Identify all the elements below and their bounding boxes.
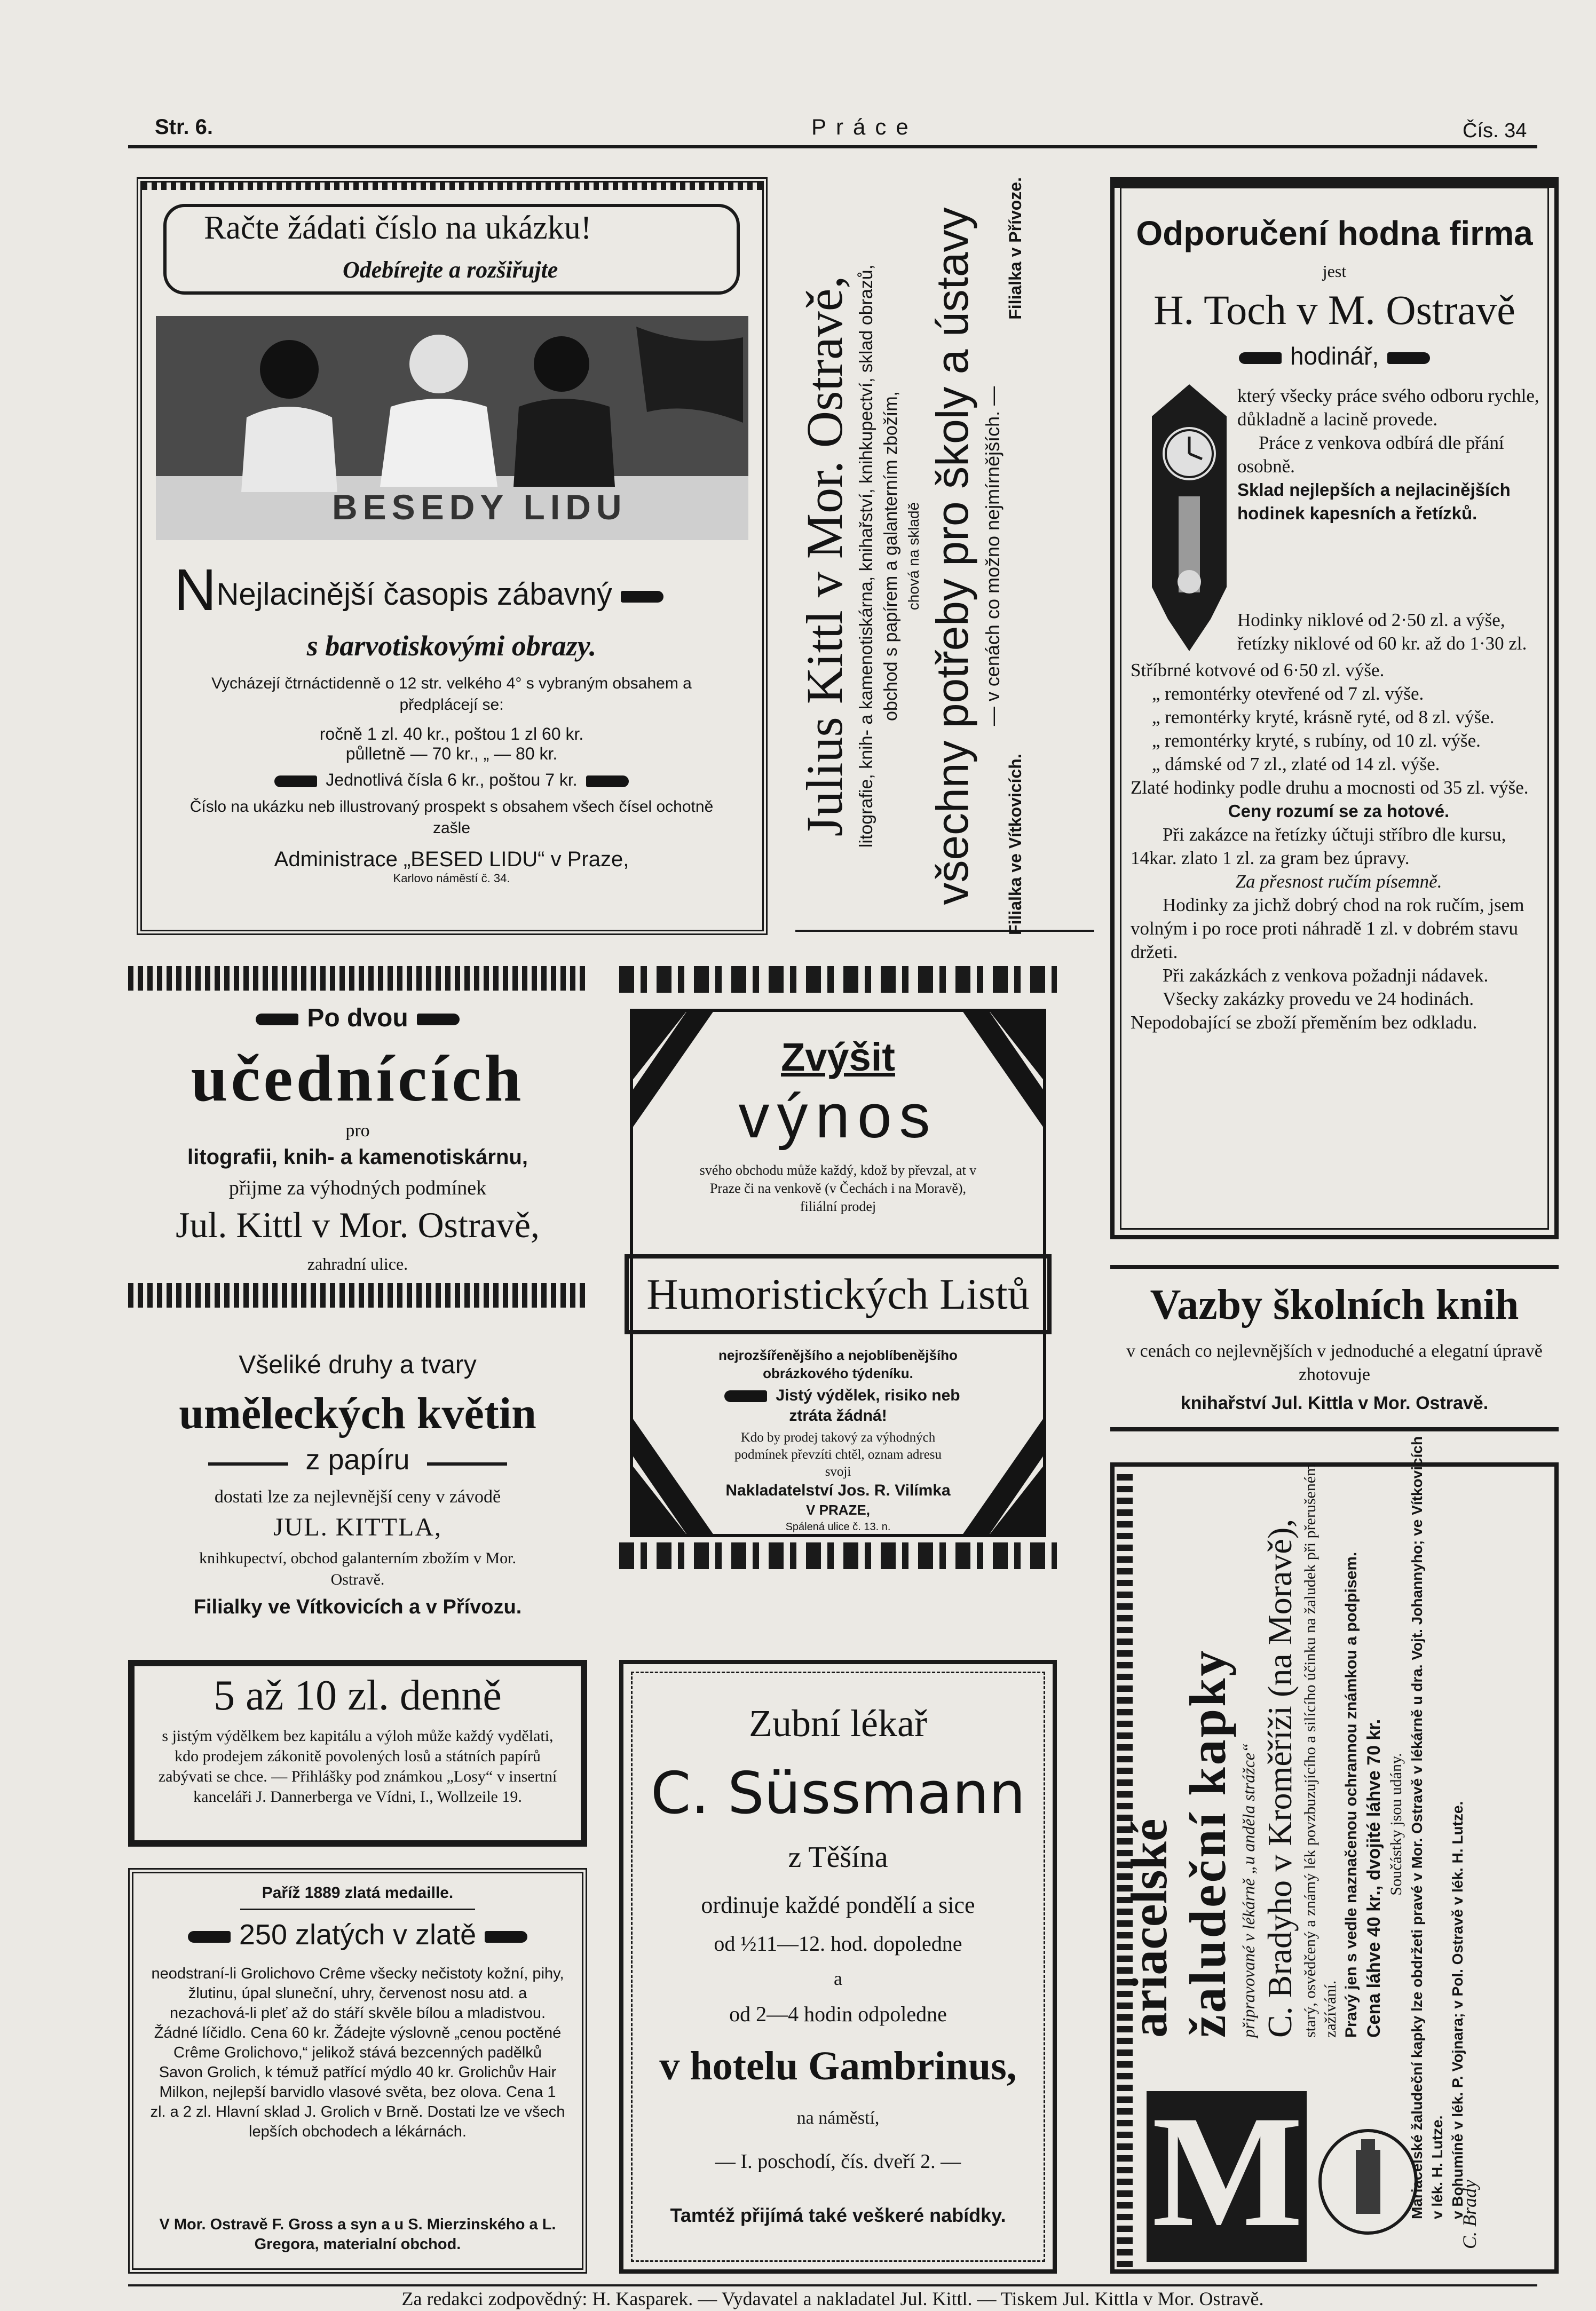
toch-body	[1237, 384, 1547, 525]
mariazell-where: Mariacelské žaludeční kapky lze obdržeti pravé v Mor. Ostravě v lékárně u dra. Vojt. Johannyho; ve Vítkovicích v lék. H. Lutze.	[1409, 1436, 1445, 2219]
ornament-top	[128, 966, 587, 991]
vazby-rule-top	[1110, 1265, 1559, 1269]
daily-text: s jistým výdělkem bez kapitálu a výloh může každý vydělati, kdo prodejem zákonitě povolených losů a státních papírů zabývati se chce. — Přihlášky pod známkou „Losy“ v insertní kanceláři J. Dannerberga ve Vídni, I., Wollzeile 19.	[158, 1727, 557, 1806]
kittl-prices: — v cenách co možno nejmírnějších. —	[982, 386, 1004, 726]
price-yearly: ročně 1 zl. 40 kr., poštou 1 zl 60 kr.	[319, 724, 584, 743]
mariazell-prep: připravované v lékárně „u anděla strážce“	[1239, 1743, 1258, 2038]
ad-daily-income	[128, 1660, 587, 1847]
ad-toch-watchmaker	[1110, 177, 1559, 1239]
administration: Administrace „BESED LIDU“ v Praze,	[274, 848, 629, 871]
humoristicke-title: Humoristických Listů	[646, 1270, 1030, 1318]
mariazell-initial: M	[1152, 2083, 1303, 2260]
greek-border-top	[619, 966, 1057, 993]
toch-top-rule	[1115, 181, 1554, 188]
toch-l1: který všecky práce svého odboru rychle, důkladně a lacině provede.	[1237, 385, 1539, 430]
toch-gold: Zlaté hodinky podle druhu a mocnosti od 35 zl. výše.	[1131, 777, 1529, 798]
pointing-hand-icon	[621, 591, 663, 603]
mariazell-title2: žaludeční kapky	[1179, 1648, 1236, 2038]
mariazell-title1	[1120, 1429, 1179, 2219]
sample-text: Číslo na ukázku neb illustrovaný prospekt s obsahem všech čísel ochotně zašle	[189, 798, 714, 837]
issue-number: Čís. 34	[1463, 120, 1527, 142]
page-number: Str. 6.	[155, 115, 213, 139]
vazby-firm: knihařství Jul. Kittla v Mor. Ostravě.	[1180, 1393, 1489, 1413]
ad-paper-flowers	[128, 1329, 587, 1628]
vazby-text: v cenách co nejlevnějších v jednoduché a elegatní úpravě zhotovuje	[1126, 1341, 1543, 1384]
dentist-l11: Tamtéž přijímá také veškeré nabídky.	[670, 2204, 1006, 2226]
kittl-desc3: chová na skladě	[905, 502, 922, 611]
grolich-text: neodstraní-li Grolichovo Crême všecky nečistoty kožní, pihy, žlutinu, úpal sluneční, uhry, červenost nosu atd. a nezachová-li pleť až do stáří skvěle bílou a mladistvou. Žádné líčidlo. Cena 60 kr. Žádejte výslovně „cenou poctěné Crême Grolichovo,“ jelikož stává bezcenných padělků Savon Grolich, k témuž patřící mýdlo 40 kr. Grolichův Hair Milkon, nejlepší barvidlo vlasové světa, bez olova. Cena 1 zl. a 2 zl. Hlavní sklad J. Grolich v Brně. Dostati lze ve všech lepších obchodech a lékárnách.	[150, 1965, 565, 2140]
ad-apprentices	[128, 966, 587, 1308]
humoristicke-title-box	[625, 1254, 1052, 1334]
kittl-branch1: Filialka ve Vítkovicích.	[1006, 754, 1025, 935]
toch-jest: jest	[1322, 262, 1347, 281]
single-copy	[174, 770, 729, 790]
kittl-desc1: litografie, knih- a kamenotiskárna, knihařství, knihkupectví, sklad obrazů,	[856, 264, 876, 848]
apprentices-top-line	[128, 1003, 587, 1033]
apprentices-accept: přijme za výhodných podmínek	[228, 1177, 487, 1199]
single-copy-text: Jednotlivá čísla 6 kr., poštou 7 kr.	[326, 770, 578, 789]
kittl-branch2: Filialka v Přívoze.	[1006, 177, 1025, 320]
apprentices-pro: pro	[345, 1121, 370, 1141]
flowers-l5: JUL. KITTLA,	[273, 1513, 442, 1541]
dentist-l2: C. Süssmann	[651, 1760, 1025, 1827]
mariazell-desc: starý, osvědčený a známý lék povzbuzujícího a silícího účinku na žaludek při přerušeném zažívání.	[1301, 1463, 1339, 2038]
toch-trade-line	[1125, 342, 1544, 370]
grolich-title: 250 zlatých v zlatě	[239, 1919, 477, 1951]
pointing-hand-icon	[1239, 352, 1282, 364]
grolich-title-line	[133, 1918, 582, 1951]
dentist-l7: od 2—4 hodin odpoledne	[729, 2002, 947, 2026]
toch-guarantee: Za přesnost ručím písemně.	[1235, 871, 1442, 892]
grolich-medal: Paříž 1889 zlatá medaille.	[262, 1884, 454, 1902]
vynos-text: svého obchodu může každý, kdož by převzal, at v Praze či na venkově (v Čechách i na Moravě), filiální prodej	[699, 1162, 977, 1214]
toch-cash: Ceny rozumí se za hotové.	[1228, 801, 1450, 821]
mariazell-signature: C. Brady	[1459, 2180, 1480, 2249]
mariazell-where2: v Bohumíně v lék. P. Vojnara; v Pol. Ostravě v lék. H. Lutze.	[1449, 1801, 1466, 2219]
grolich-sellers: V Mor. Ostravě F. Gross a syn a u S. Mierzinského a L. Gregora, materialní obchod.	[159, 2216, 556, 2253]
address: Karlovo náměstí č. 34.	[393, 872, 510, 885]
besedy-text	[174, 556, 729, 885]
ad-dentist	[619, 1660, 1057, 2274]
apprentices-top: Po dvou	[307, 1004, 408, 1032]
description: Vycházejí čtrnáctidenně o 12 str. velkého 4° s vybraným obsahem a předplácejí se:	[211, 675, 692, 714]
flowers-l6: knihkupectví, obchod galanterním zbožím v Mor. Ostravě.	[199, 1549, 517, 1588]
dentist-l10: — I. poschodí, čís. dveří 2. —	[715, 2150, 961, 2173]
dentist-l9: na náměstí,	[796, 2108, 880, 2128]
dentist-l5: od ½11—12. hod. dopoledne	[714, 1932, 962, 1956]
footer-rule	[128, 2284, 1537, 2286]
dentist-l8: v hotelu Gambrinus,	[659, 2044, 1017, 2088]
pointing-hand-icon	[274, 775, 317, 787]
flowers-l7: Filialky ve Vítkovicích a v Přívozu.	[193, 1596, 522, 1618]
dentist-l4: ordinuje každé pondělí a sice	[701, 1892, 975, 1918]
pointing-hand-icon	[586, 775, 629, 787]
flowers-l2: uměleckých květin	[179, 1389, 536, 1438]
pointing-hand-icon	[1387, 352, 1430, 364]
vynos-raise: Zvýšit	[781, 1035, 895, 1079]
dentist-l6: a	[834, 1968, 842, 1989]
mariazell-maker: C. Bradyho v Kroměříži (na Moravě),	[1261, 1518, 1299, 2038]
mariazell-title1-text: ariacelské	[1120, 1818, 1178, 2038]
toch-item-0: Stříbrné kotvové od 6·50 zl. výše.	[1131, 660, 1385, 680]
apprentices-headline: učednících	[191, 1042, 525, 1115]
toch-name: H. Toch v M. Ostravě	[1153, 287, 1515, 333]
sub-headline: s barvotiskovými obrazy.	[306, 630, 597, 662]
ad-humoristicke-listy	[619, 966, 1057, 1569]
page-header	[128, 112, 1537, 149]
kittl-desc2: obchod s papírem a galanterním zbožím,	[881, 391, 901, 721]
toch-country: Při zakázkách z venkova požadnji nádavek.	[1163, 965, 1489, 986]
dentist-l3: z Těšína	[788, 1841, 888, 1874]
humoristicke-desc: nejrozšířenějšího a nejoblíbenějšího obrázkového týdeníku.	[718, 1347, 958, 1381]
mariazell-rotated	[1120, 1429, 1558, 2219]
pointing-hand-icon	[188, 1931, 231, 1943]
ad-grolich-creme	[128, 1868, 587, 2274]
subscribe-text: Odebírejte a rozšiřujte	[343, 257, 558, 283]
toch-trade: hodinář,	[1290, 342, 1379, 370]
humoristicke-profit-text: Jistý výdělek, risiko neb ztráta žádná!	[776, 1387, 960, 1424]
headline-text: Nejlacinější časopis zábavný	[216, 577, 612, 612]
flowers-l3: z papíru	[305, 1444, 410, 1476]
pointing-hand-icon	[485, 1931, 527, 1943]
toch-item-4: „ dámské od 7 zl., zlaté od 14 zl. výše.	[1152, 754, 1440, 774]
vynos-word: výnos	[738, 1081, 938, 1151]
ad-kittl-vertical	[795, 177, 1094, 935]
greek-border-bottom	[619, 1542, 1057, 1569]
toch-item-1: „ remontérky otevřené od 7 zl. výše.	[1152, 683, 1424, 704]
price-half: půlletně — 70 kr., „ — 80 kr.	[345, 744, 558, 763]
toch-list	[1131, 608, 1547, 1034]
humoristicke-who: Kdo by prodej takový za výhodných podmínek převzíti chtěl, oznam adresu svoji	[734, 1430, 942, 1479]
headline: NNejlacinější časopis zábavný	[174, 556, 729, 624]
flowers-l4: dostati lze za nejlevnější ceny v závodě	[214, 1487, 501, 1507]
humoristicke-profit	[699, 1386, 977, 1426]
image-caption: BESEDY LIDU	[332, 487, 627, 527]
footer-imprint: Za redakci zodpovědný: H. Kasparek. — Vydavatel a nakladatel Jul. Kittl. — Tiskem Jul. Kittla v Mor. Ostravě.	[401, 2288, 1264, 2309]
request-banner	[163, 204, 740, 295]
ad-mariacelske-kapky	[1110, 1436, 1559, 2274]
pointing-hand-icon	[256, 1014, 298, 1025]
toch-item-3: „ remontérky kryté, s rubíny, od 10 zl. výše.	[1152, 730, 1481, 751]
ornament-border	[142, 183, 762, 190]
mariazell-price: Cena láhve 40 kr., dvojité láhve 70 kr.	[1364, 1719, 1384, 2038]
pointing-hand-icon	[417, 1014, 460, 1025]
flowers-rule-left	[208, 1462, 288, 1466]
dentist-l1: Zubní lékař	[749, 1702, 927, 1745]
kittl-headline: všechny potřeby pro školy a ústavy	[927, 207, 977, 905]
ad-vazby	[1110, 1265, 1559, 1436]
daily-title: 5 až 10 zl. denně	[214, 1672, 502, 1719]
apprentices-street: zahradní ulice.	[307, 1254, 408, 1273]
flowers-rule-right	[427, 1462, 507, 1466]
mariazell-genuine: Pravý jen s vedle naznačenou ochrannou známkou a podpisem.	[1342, 1552, 1360, 2038]
toch-l3: Sklad nejlepších a nejlacinějších hodinek kapesních a řetízků.	[1237, 480, 1511, 523]
humoristicke-publisher: Nakladatelství Jos. R. Vilímka	[725, 1482, 951, 1499]
toch-title: Odporučení hodna firma	[1136, 214, 1533, 252]
apprentices-name: Jul. Kittl v Mor. Ostravě,	[176, 1205, 540, 1245]
request-text: Račte žádati číslo na ukázku!	[204, 210, 592, 246]
humoristicke-city: V PRAZE,	[806, 1502, 870, 1518]
toch-parts: Všecky zakázky provedu ve 24 hodinách. Nepodobající se zboží přeměním bez odkladu.	[1131, 988, 1478, 1033]
vazby-title: Vazby školních knih	[1150, 1281, 1519, 1328]
illustration	[156, 316, 748, 540]
toch-repair: Hodinky za jichž dobrý chod na rok ručím, jsem volným i po roce proti náhradě 1 zl. v dobrém stavu držeti.	[1131, 895, 1524, 962]
pointing-hand-icon	[724, 1390, 767, 1402]
mariazell-parts: Součástky jsou udány.	[1387, 1753, 1405, 1896]
ornament-bottom	[128, 1283, 587, 1308]
toch-item-2: „ remontérky kryté, krásně ryté, od 8 zl. výše.	[1152, 707, 1495, 727]
newspaper-title: Práce	[811, 114, 918, 139]
toch-l2: Práce z venkova odbírá dle přání osobně.	[1237, 432, 1504, 477]
header-rule	[128, 145, 1537, 148]
apprentices-trade: litografii, knih- a kamenotiskárnu,	[187, 1145, 528, 1169]
toch-l4: Hodinky niklové od 2·50 zl. a výše, řetízky niklové od 60 kr. až do 1·30 zl.	[1237, 610, 1527, 654]
flowers-l1: Všeliké druhy a tvary	[239, 1351, 477, 1379]
humoristicke-street: Spálená ulice č. 13. n.	[785, 1521, 891, 1533]
grolich-rule	[240, 1909, 475, 1910]
toch-chains: Při zakázce na řetízky účtuji stříbro dle kursu, 14kar. zlato 1 zl. za gram bez úpravy.	[1131, 824, 1506, 868]
kittl-name: Julius Kittl v Mor. Ostravě,	[796, 275, 853, 837]
ad-besedy-lidu	[137, 177, 768, 935]
